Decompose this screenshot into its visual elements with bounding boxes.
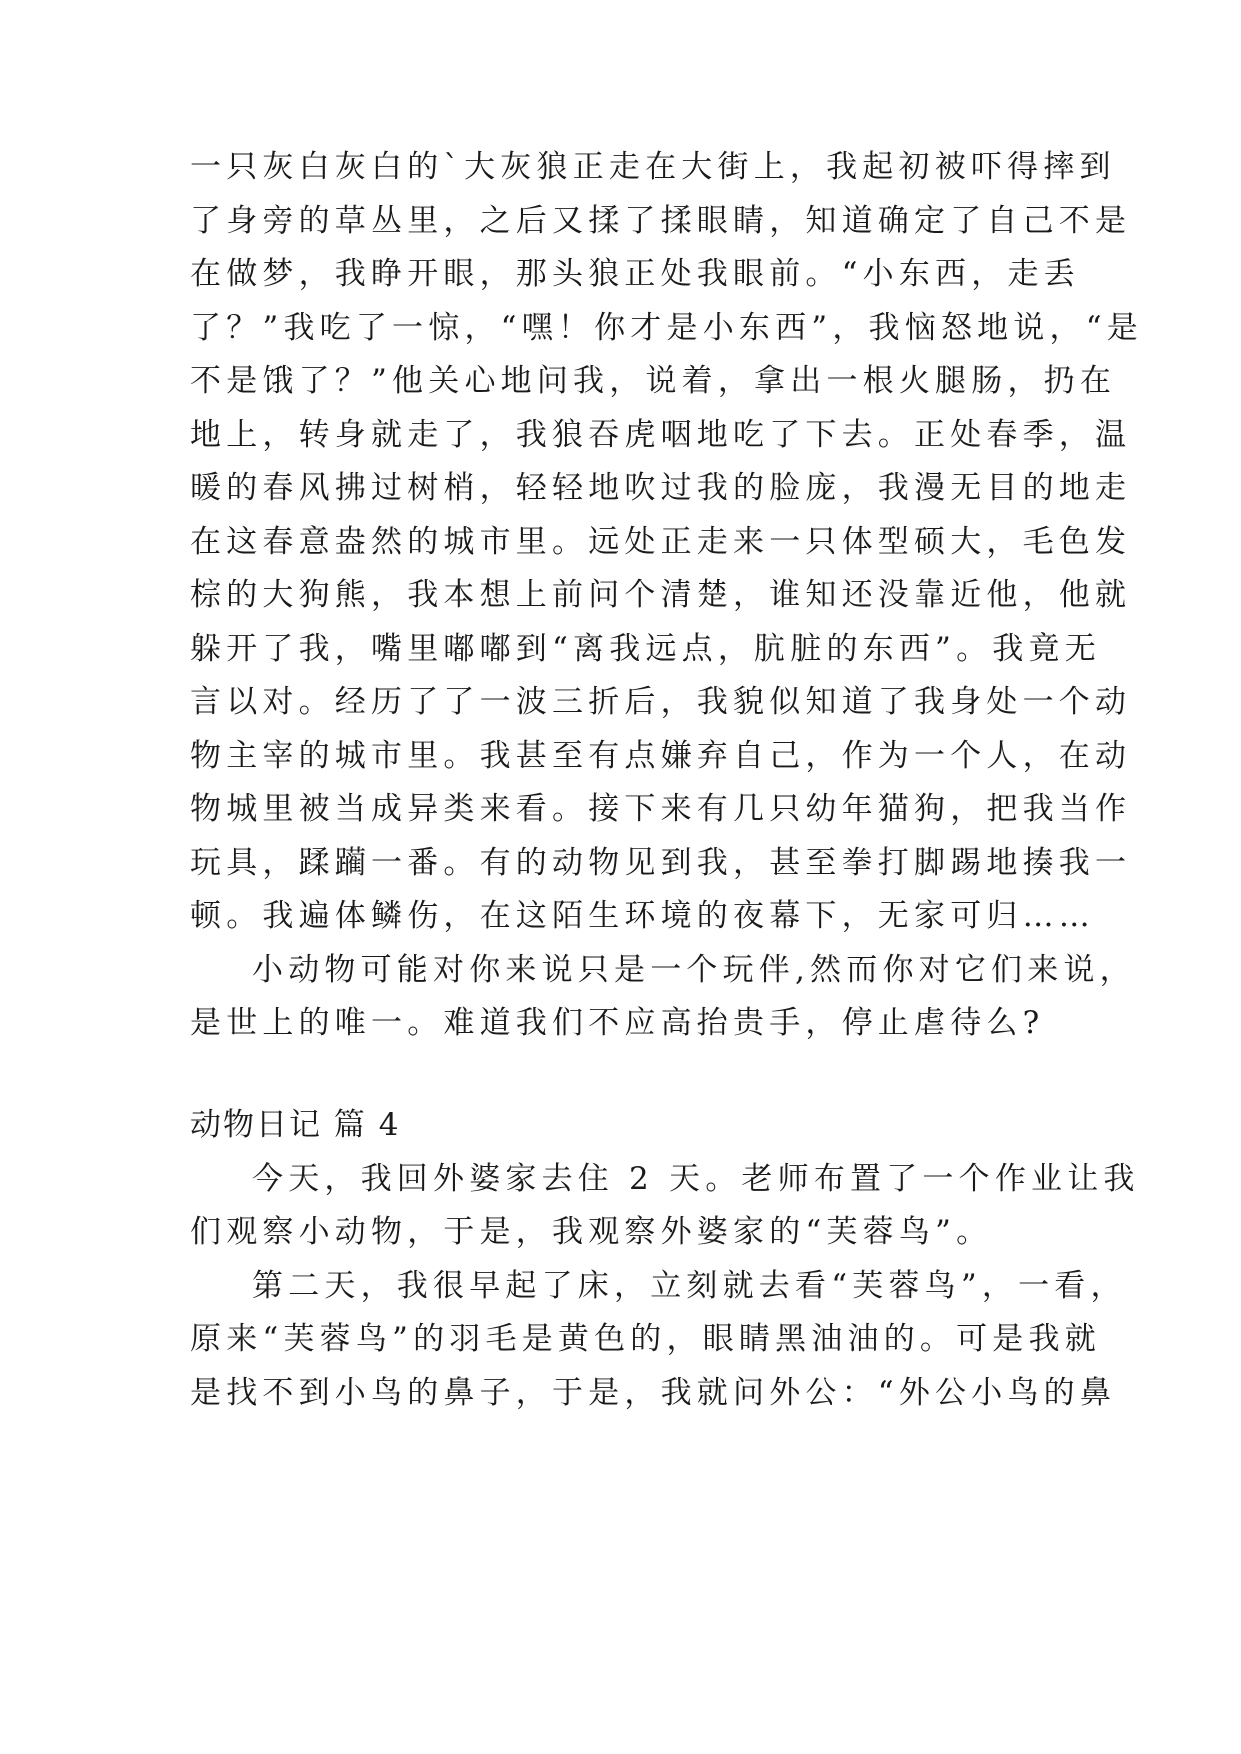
text-line: 今天，我回外婆家去住 2 天。老师布置了一个作业让我 bbox=[252, 1161, 1140, 1197]
text-line: 玩具，蹂躏一番。有的动物见到我，甚至拳打脚踢地揍我一 bbox=[190, 845, 1132, 881]
text-line: 小动物可能对你来说只是一个玩伴,然而你对它们来说， bbox=[252, 952, 1136, 988]
text-line: 们观察小动物，于是，我观察外婆家的“芙蓉鸟”。 bbox=[190, 1214, 993, 1250]
text-line: 是世上的唯一。难道我们不应高抬贵手，停止虐待么? bbox=[190, 1005, 1045, 1041]
text-line: 在这春意盎然的城市里。远处正走来一只体型硕大，毛色发 bbox=[190, 524, 1132, 560]
section-heading: 动物日记 篇 4 bbox=[190, 1107, 401, 1143]
text-line: 棕的大狗熊，我本想上前问个清楚，谁知还没靠近他，他就 bbox=[190, 577, 1132, 613]
text-line: 不是饿了？”他关心地问我，说着，拿出一根火腿肠，扔在 bbox=[190, 363, 1117, 399]
text-line: 了身旁的草丛里，之后又揉了揉眼睛，知道确定了自己不是 bbox=[190, 203, 1132, 239]
text-line: 顿。我遍体鳞伤，在这陌生环境的夜幕下，无家可归…… bbox=[190, 898, 1095, 934]
text-line: 了？”我吃了一惊，“嘿！你才是小东西”，我恼怒地说，“是 bbox=[190, 310, 1143, 346]
text-line: 是找不到小鸟的鼻子，于是，我就问外公：“外公小鸟的鼻 bbox=[190, 1375, 1117, 1411]
text-line: 第二天，我很早起了床，立刻就去看“芙蓉鸟”，一看， bbox=[252, 1268, 1127, 1304]
text-line: 暖的春风拂过树梢，轻轻地吹过我的脸庞，我漫无目的地走 bbox=[190, 470, 1132, 506]
text-line: 躲开了我，嘴里嘟嘟到“离我远点，肮脏的东西”。我竟无 bbox=[190, 631, 1101, 667]
text-line: 一只灰白灰白的`大灰狼正走在大街上，我起初被吓得摔到 bbox=[190, 149, 1116, 185]
text-line: 地上，转身就走了，我狼吞虎咽地吃了下去。正处春季，温 bbox=[190, 417, 1132, 453]
text-line: 原来“芙蓉鸟”的羽毛是黄色的，眼睛黑油油的。可是我就 bbox=[190, 1321, 1101, 1357]
text-line: 物城里被当成异类来看。接下来有几只幼年猫狗，把我当作 bbox=[190, 791, 1132, 827]
text-line: 言以对。经历了了一波三折后，我貌似知道了我身处一个动 bbox=[190, 684, 1132, 720]
text-line: 在做梦，我睁开眼，那头狼正处我眼前。“小东西，走丢 bbox=[190, 256, 1080, 292]
text-line: 物主宰的城市里。我甚至有点嫌弃自己，作为一个人，在动 bbox=[190, 738, 1132, 774]
